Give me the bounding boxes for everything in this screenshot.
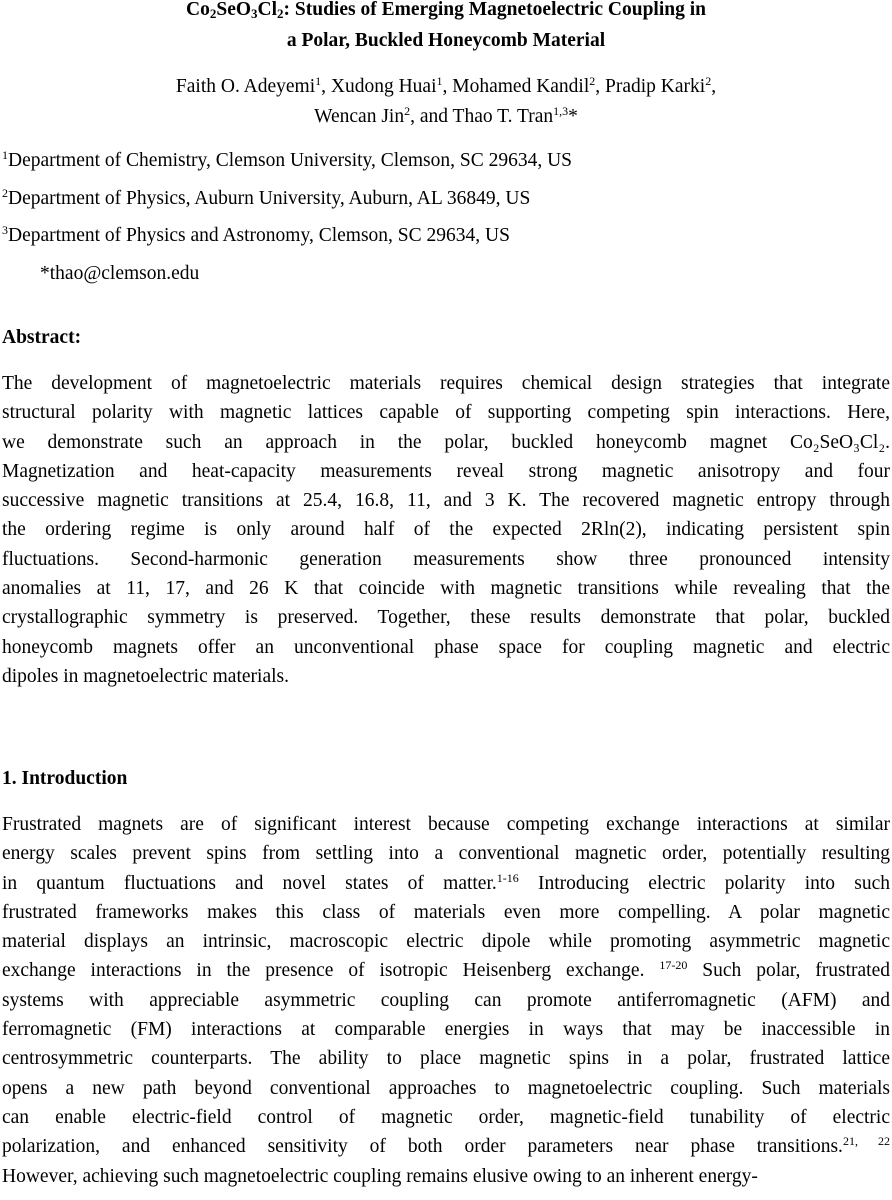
text-line: energy scales prevent spins from settling into a conventional magnetic order, potentially resulting <box>2 843 890 865</box>
introduction-body <box>2 810 890 1191</box>
text-line: dipoles in magnetoelectric materials. <box>2 665 289 687</box>
text-line: successive magnetic transitions at 25.4, 16.8, 11, and 3 K. The recovered magnetic entropy through <box>2 490 890 512</box>
text-segment: Introducing electric polarity into such <box>518 872 891 894</box>
introduction-heading: 1. Introduction <box>2 768 128 789</box>
citation-superscript: 1-16 <box>496 870 519 885</box>
affiliation: $^3$Department of Physics and Astronomy, Clemson, SC 29634, US <box>2 223 510 246</box>
affiliation: $^2$Department of Physics, Auburn University, Auburn, AL 36849, US <box>2 185 531 209</box>
abstract-heading: Abstract: <box>2 327 82 348</box>
text-line: fluctuations. Second-harmonic generation measurements show three pronounced intensity <box>2 548 890 570</box>
text-line: The development of magnetoelectric materials requires chemical design strategies that integrate <box>2 373 890 394</box>
text-line: frustrated frameworks makes this class of materials even more compelling. A polar magnetic <box>2 901 890 923</box>
text-line: honeycomb magnets offer an unconventional phase space for coupling magnetic and electric <box>2 636 890 658</box>
text-segment: Such polar, frustrated <box>687 960 890 982</box>
author-name: Mohamed Kandil <box>452 76 590 97</box>
abstract-body <box>2 369 890 691</box>
text-line: Magnetization and heat-capacity measurements reveal strong magnetic anisotropy and four <box>2 460 890 482</box>
author-name: Pradip Karki <box>605 76 706 97</box>
text-segment: in quantum fluctuations and novel states of matter. <box>2 872 497 894</box>
author-name: Thao T. Tran <box>452 106 554 127</box>
text-line: the ordering regime is only around half of the expected 2Rln(2), indicating persistent spin <box>2 519 890 541</box>
text-line: we demonstrate such an approach in the polar, buckled honeycomb magnet Co₂SeO₃Cl₂. <box>2 431 890 453</box>
affiliation: $^1$Department of Chemistry, Clemson University, Clemson, SC 29634, US <box>2 148 573 171</box>
author-name: Xudong Huai <box>330 76 437 97</box>
text-line: structural polarity with magnetic lattices capable of supporting competing spin interactions. Here, <box>2 402 890 424</box>
text-line: material displays an intrinsic, macroscopic electric dipole while promoting asymmetric magnetic <box>2 931 890 953</box>
text-line: However, achieving such magnetoelectric coupling remains elusive owing to an inherent energy- <box>2 1165 758 1187</box>
author-line-2: Wencan Jin$^2$, and Thao T. Tran$^{1,3}$* <box>314 104 578 127</box>
text-line <box>2 1132 890 1161</box>
title-line-1: $Co_2SeO_3Cl_2$: Studies of Emerging Magnetoelectric Coupling in <box>186 0 706 21</box>
text-segment: polarization, and enhanced sensitivity of both order parameters near phase transitions. <box>2 1136 843 1158</box>
text-line: anomalies at 11, 17, and 26 K that coincide with magnetic transitions while revealing that the <box>2 578 890 600</box>
text-line: can enable electric-field control of magnetic order, magnetic-field tunability of electric <box>2 1106 890 1128</box>
affiliation-list <box>2 146 892 259</box>
paper-title <box>0 0 892 56</box>
corresponding-email: *thao@clemson.edu <box>40 263 200 284</box>
text-segment: exchange interactions in the presence of isotropic Heisenberg exchange. <box>2 960 660 982</box>
citation-superscript: 17-20 <box>659 958 688 973</box>
text-line: ferromagnetic (FM) interactions at comparable energies in ways that may be inaccessible in <box>2 1019 890 1041</box>
text-line: crystallographic symmetry is preserved. Together, these results demonstrate that polar, buckled <box>2 607 890 629</box>
text-line: Frustrated magnets are of significant interest because competing exchange interactions at similar <box>2 814 890 835</box>
text-line: opens a new path beyond conventional approaches to magnetoelectric coupling. Such materials <box>2 1077 890 1099</box>
text-line <box>2 869 890 898</box>
author-line-1: Faith O. Adeyemi$^1$, Xudong Huai$^1$, Mohamed Kandil$^2$, Pradip Karki$^2$, <box>175 74 717 97</box>
author-name: Wencan Jin <box>314 106 405 127</box>
title-line-2: a Polar, Buckled Honeycomb Material <box>286 30 606 51</box>
citation-superscript: 21, 22 <box>842 1134 890 1149</box>
author-name: Faith O. Adeyemi <box>175 76 316 97</box>
text-line: systems with appreciable asymmetric coupling can promote antiferromagnetic (AFM) and <box>2 989 890 1011</box>
text-line <box>2 956 890 985</box>
author-list <box>0 72 892 132</box>
text-line: centrosymmetric counterparts. The ability to place magnetic spins in a polar, frustrated lattice <box>2 1048 890 1070</box>
